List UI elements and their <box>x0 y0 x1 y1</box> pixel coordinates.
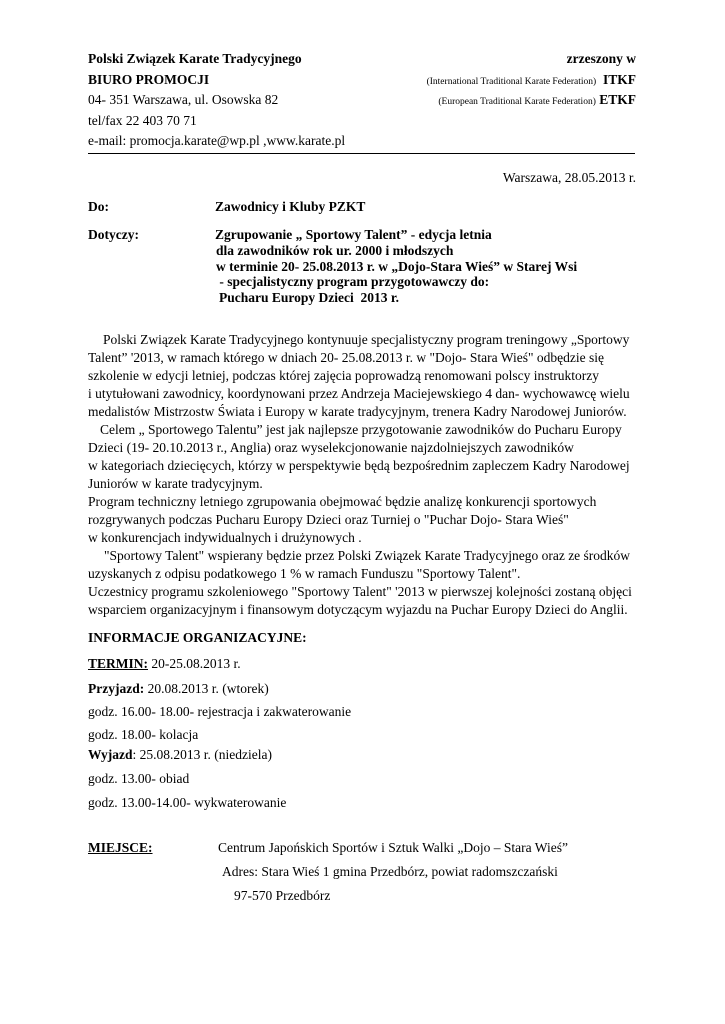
org-email-line: e-mail: promocja.karate@wp.pl ,www.karate.pl <box>88 133 346 148</box>
subject-label: Dotyczy: <box>88 227 139 242</box>
subject-line: dla zawodników rok ur. 2000 i młodszych <box>216 243 454 258</box>
place-line: Adres: Stara Wieś 1 gmina Przedbórz, powiat radomszczański <box>222 864 558 879</box>
place-line: Centrum Japońskich Sportów i Sztuk Walki „Dojo – Stara Wieś” <box>218 840 568 855</box>
body-line: Polski Związek Karate Tradycyjnego kontynuuje specjalistyczny program treningowy „Sportowy <box>103 332 630 347</box>
body-line: "Sportowy Talent" wspierany będzie przez Polski Związek Karate Tradycyjnego oraz ze środków <box>104 548 631 563</box>
body-line: rozgrywanych podczas Pucharu Europy Dzieci oraz Turniej o "Puchar Dojo- Stara Wieś" <box>88 512 569 527</box>
body-line: uzyskanych z odpisu podatkowego 1 % w ramach Funduszu "Sportowy Talent". <box>88 566 521 581</box>
body-line: medalistów Mistrzostw Świata i Europy w karate tradycyjnym, trenera Kadry Narodowej Juniorów. <box>88 404 627 419</box>
subject-line: Zgrupowanie „ Sportowy Talent” - edycja letnia <box>215 227 492 242</box>
term-label: TERMIN: <box>88 656 148 671</box>
org-address: 04- 351 Warszawa, ul. Osowska 82 <box>88 92 279 107</box>
itkf-full-name: (International Traditional Karate Federation) <box>426 76 597 87</box>
header-divider <box>88 153 635 154</box>
arrival-value: 20.08.2013 r. (wtorek) <box>144 681 269 696</box>
departure-item: godz. 13.00- obiad <box>88 771 190 786</box>
to-value: Zawodnicy i Kluby PZKT <box>215 199 366 214</box>
body-line: Talent” '2013, w ramach którego w dniach 20- 25.08.2013 r. w "Dojo- Stara Wieś" odbędzie się <box>88 350 604 365</box>
body-line: Juniorów w karate tradycyjnym. <box>88 476 263 491</box>
body-line: w konkurencjach indywidualnych i drużynowych . <box>88 530 362 545</box>
term-line <box>88 656 241 672</box>
body-line: Uczestnicy programu szkoleniowego "Sportowy Talent" '2013 w pierwszej kolejności zostaną objęci <box>88 584 632 599</box>
body-line: w kategoriach dziecięcych, którzy w perspektywie będą bezpośrednim zapleczem Kadry Narodowej <box>88 458 630 473</box>
body-line: szkolenie w edycji letniej, podczas której zajęcia poprowadzą renomowani polscy instruktorzy <box>88 368 599 383</box>
departure-line <box>88 747 272 763</box>
arrival-item: godz. 18.00- kolacja <box>88 727 199 742</box>
body-line: i utytułowani zawodnicy, koordynowani przez Andrzeja Maciejewskiego 4 dan- wychowawcę wielu <box>88 386 630 401</box>
body-line: Dzieci (19- 20.10.2013 r., Anglia) oraz wyselekcjonowanie najzdolniejszych zawodników <box>88 440 574 455</box>
org-phone: tel/fax 22 403 70 71 <box>88 112 197 128</box>
office-name: BIURO PROMOCJI <box>88 71 210 87</box>
member-of-label: zrzeszony w <box>566 51 636 66</box>
departure-label: Wyjazd <box>88 747 133 762</box>
etkf-line <box>438 90 636 113</box>
itkf-line <box>427 70 636 93</box>
term-value: 20-25.08.2013 r. <box>148 656 241 671</box>
subject-line: - specjalistyczny program przygotowawczy do: <box>216 274 490 289</box>
date-line: Warszawa, 28.05.2013 r. <box>502 170 636 185</box>
place-label: MIEJSCE: <box>88 840 153 855</box>
arrival-line <box>88 681 269 697</box>
arrival-label: Przyjazd: <box>88 681 145 696</box>
arrival-item: godz. 16.00- 18.00- rejestracja i zakwaterowanie <box>88 704 352 719</box>
body-line: Program techniczny letniego zgrupowania obejmować będzie analizę konkurencji sportowych <box>88 494 597 509</box>
etkf-full-name: (European Traditional Karate Federation) <box>438 97 596 107</box>
body-line: Celem „ Sportowego Talentu” jest jak najlepsze przygotowanie zawodników do Pucharu Europy <box>100 422 622 437</box>
to-label: Do: <box>88 199 109 214</box>
departure-value: : 25.08.2013 r. (niedziela) <box>132 747 272 762</box>
etkf-abbr: ETKF <box>599 92 636 107</box>
body-line: wsparciem organizacyjnym i finansowym dotyczącym wyjazdu na Puchar Europy Dzieci do Anglii. <box>88 602 628 617</box>
departure-item: godz. 13.00-14.00- wykwaterowanie <box>88 795 287 810</box>
subject-line: Pucharu Europy Dzieci 2013 r. <box>219 289 400 305</box>
itkf-abbr: ITKF <box>602 71 636 87</box>
org-name: Polski Związek Karate Tradycyjnego <box>88 51 302 66</box>
info-heading: INFORMACJE ORGANIZACYJNE: <box>88 630 307 645</box>
subject-line: w terminie 20- 25.08.2013 r. w „Dojo-Stara Wieś” w Starej Wsi <box>216 258 578 274</box>
place-line: 97-570 Przedbórz <box>234 888 331 903</box>
